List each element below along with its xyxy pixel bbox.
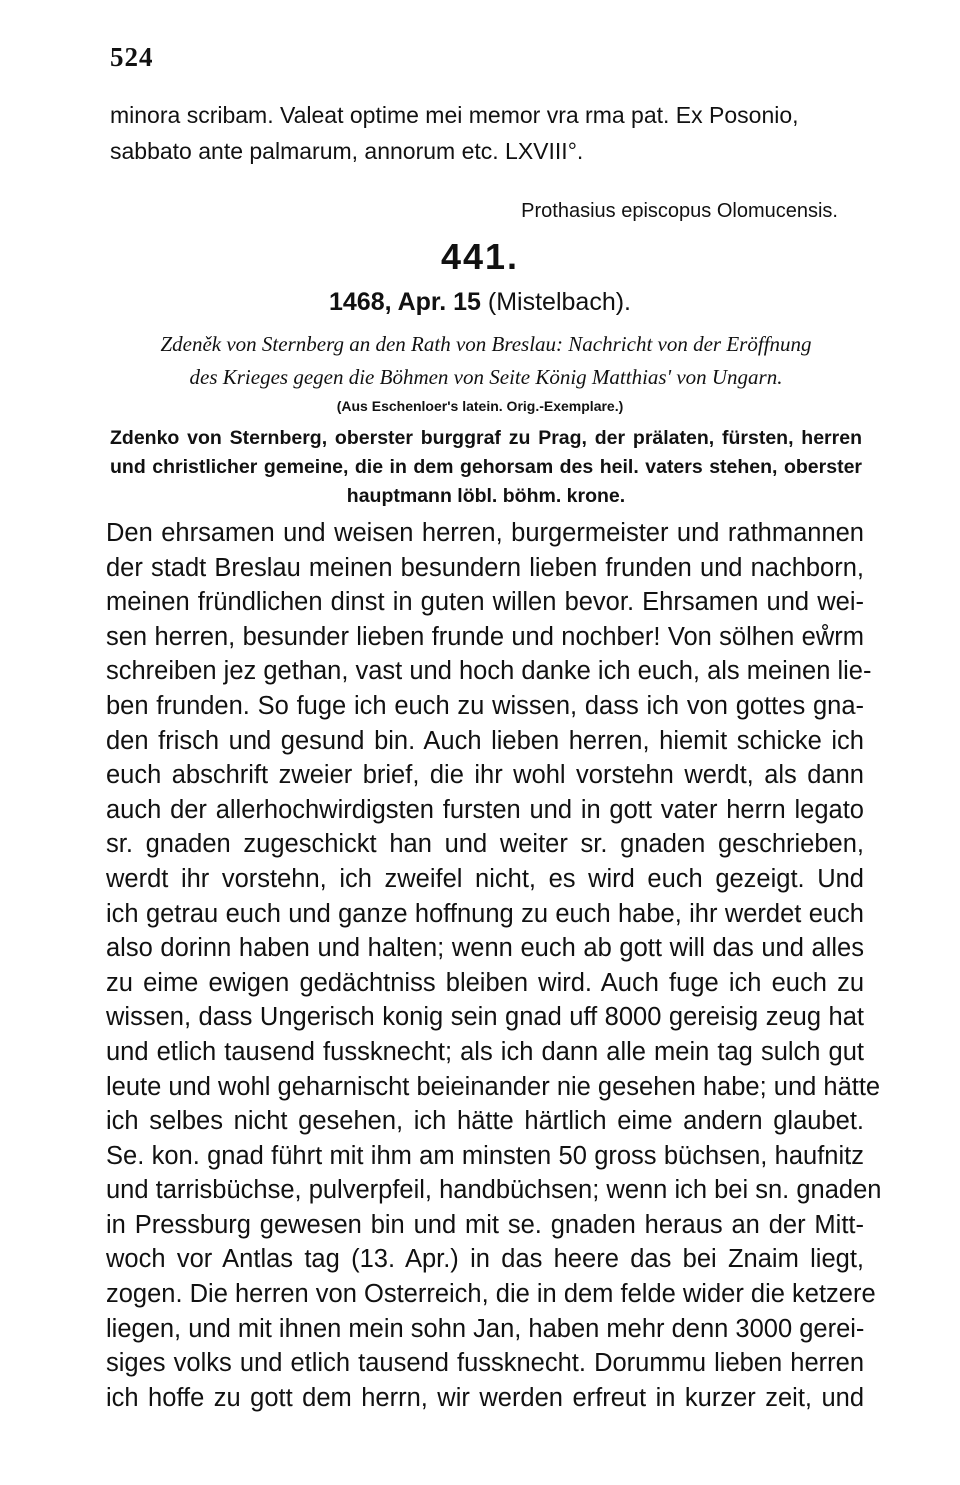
body-line: sen herren, besunder lieben frunde und nochber! Von sölhen eẘrm [106, 622, 864, 651]
summary-line: Zdeněk von Sternberg an den Rath von Breslau: Nachricht von der Eröffnung [160, 332, 812, 356]
summary-line: des Krieges gegen die Böhmen von Seite König Matthias' von Ungarn. [189, 365, 783, 389]
document-date-main: 1468, Apr. 15 [329, 288, 481, 316]
body-line: ich getrau euch und ganze hoffnung zu euch habe, ihr werdet euch [106, 899, 864, 928]
body-line: euch abschrift zweier brief, die ihr wohl vorstehn werdt, als dann [106, 761, 864, 790]
body-line: auch der allerhochwirdigsten fursten und in gott vater herrn legato [106, 795, 864, 824]
body-line: zu eime ewigen gedächtniss bleiben wird. Auch fuge ich euch zu [106, 968, 864, 997]
body-line: Se. kon. gnad führt mit ihm am minsten 50 gross büchsen, haufnitz [106, 1141, 864, 1170]
body-line: wissen, dass Ungerisch konig sein gnad uff 8000 gereisig zeug hat [106, 1003, 864, 1032]
body-line: und etlich tausend fussknecht; als ich dann alle mein tag sulch gut [106, 1037, 864, 1066]
body-line: schreiben jez gethan, vast und hoch danke ich euch, als meinen lie- [106, 657, 872, 686]
source-note: (Aus Eschenloer's latein. Orig.-Exemplare.) [336, 398, 624, 414]
body-line: werdt ihr vorstehn, ich zweifel nicht, es wird euch gezeigt. Und [106, 864, 864, 893]
intro-paragraph [110, 97, 862, 169]
body-line: siges volks und etlich tausend fussknecht. Dorummu lieben herren [106, 1349, 864, 1378]
intro-line: minora scribam. Valeat optime mei memor vra rma pat. Ex Posonio, [110, 102, 799, 128]
document-date-place: (Mistelbach). [480, 288, 631, 316]
body-line: ben frunden. So fuge ich euch zu wissen, dass ich von gottes gna- [106, 691, 864, 720]
body-line: Den ehrsamen und weisen herren, burgermeister und rathmannen [106, 519, 864, 547]
body-line: meinen fründlichen dinst in guten willen bevor. Ehrsamen und wei- [106, 588, 864, 617]
body-line: leute und wohl geharnischt beieinander nie gesehen habe; und hätte [106, 1072, 881, 1101]
body-line: den frisch und gesund bin. Auch lieben herren, hiemit schicke ich [106, 726, 864, 755]
body-line: der stadt Breslau meinen besundern lieben frunden und nachborn, [106, 553, 864, 582]
body-line: ich selbes nicht gesehen, ich hätte härtlich eime andern glaubet. [106, 1107, 864, 1136]
body-line: sr. gnaden zugeschickt han und weiter sr. gnaden geschrieben, [106, 830, 864, 859]
document-number: 441. [440, 236, 520, 277]
body-line: in Pressburg gewesen bin und mit se. gnaden heraus an der Mitt- [106, 1210, 864, 1239]
letter-body [106, 516, 882, 1415]
document-summary [110, 328, 862, 394]
body-line: liegen, und mit ihnen mein sohn Jan, haben mehr denn 3000 gerei- [106, 1314, 865, 1343]
body-line: und tarrisbüchse, pulverpfeil, handbüchsen; wenn ich bei sn. gnaden [106, 1176, 882, 1205]
signature: Prothasius episcopus Olomucensis. [521, 200, 838, 222]
body-line: also dorinn haben und halten; wenn euch ab gott will das und alles [106, 934, 864, 963]
body-line: zogen. Die herren von Osterreich, die in dem felde wider die ketzere [106, 1280, 876, 1309]
body-line: ich hoffe zu gott dem herrn, wir werden erfreut in kurzer zeit, und [106, 1383, 864, 1412]
body-line: woch vor Antlas tag (13. Apr.) in das heere das bei Znaim liegt, [106, 1245, 864, 1274]
intro-line: sabbato ante palmarum, annorum etc. LXVIII°. [110, 138, 584, 164]
sender-address: Zdenko von Sternberg, oberster burggraf zu Prag, der prälaten, fürsten, herren und christlicher gemeine, die in dem gehorsam des heil. vaters stehen, oberster hauptmann löbl. böhm. krone. [110, 427, 862, 507]
page-number: 524 [110, 42, 154, 72]
document-date [0, 288, 960, 317]
